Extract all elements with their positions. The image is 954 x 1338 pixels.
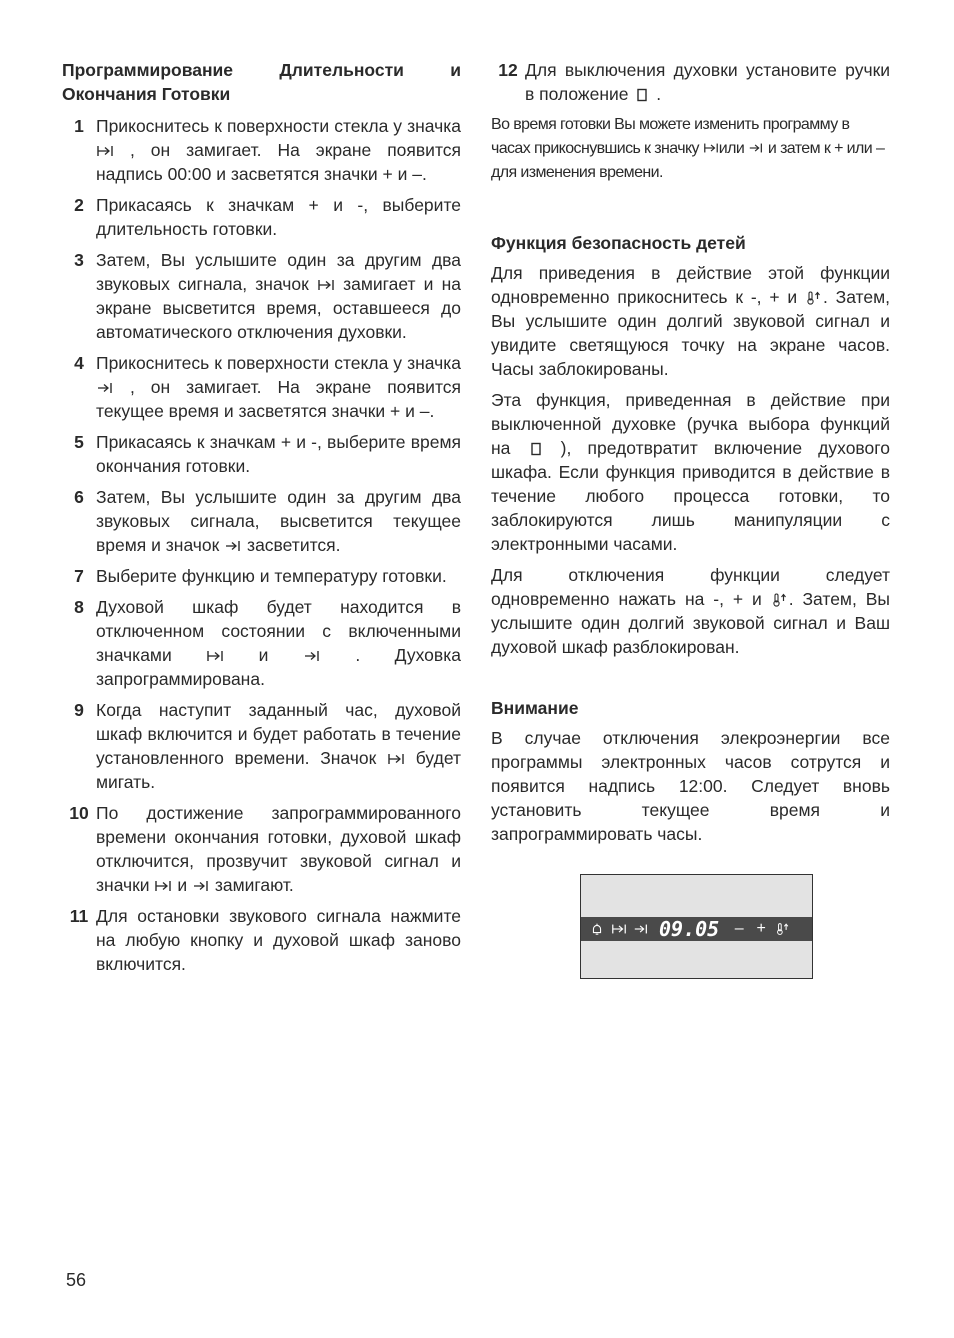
end-time-icon [224,539,242,553]
step-1 [62,114,461,186]
step-5 [62,430,461,478]
duration-icon [611,922,627,936]
child-lock-icon [775,922,791,936]
duration-icon [317,278,335,292]
duration-icon [206,649,224,663]
page-number: 56 [66,1270,87,1290]
right-column [491,58,890,853]
step-number: 4 [74,353,84,373]
step-7 [62,564,461,588]
step-10 [62,801,461,897]
duration-icon [387,752,405,766]
step-text: Духовой шкаф будет находится в отключенном состоянии с включенными значками и . Духовка запрограммирована. [96,597,461,689]
attention-text: В случае отключения элекроэнергии все программы электронных часов сотрутся и появится надпись 12:00. Следует вновь установить текущее время и запрограммировать часы. [491,728,890,844]
end-time-icon [192,879,210,893]
child-lock-paragraph-2: Эта функция, приведенная в действие при выключенной духовке (ручка выбора функций на ), предотвратит включение духового шкафа. Если функция приводится в действие в течение любого процесса готовки, то заблокируются лишь манипуляции с электронными часами. [491,390,890,554]
step-3 [62,248,461,344]
step-number: 3 [74,250,84,270]
duration-icon [96,144,114,158]
step-text: Прикасаясь к значкам + и -, выберите длительность готовки. [96,195,461,239]
child-lock-paragraph-1: Для приведения в действие этой функции одновременно прикоснитесь к -, + и . Затем, Вы услышите один долгий звуковой сигнал и увидите светящуюся точку на экране часов. Часы заблокированы. [491,263,890,379]
step-text: Для остановки звукового сигнала нажмите на любую кнопку и духовой шкаф заново включится. [96,906,461,974]
child-lock-icon [771,593,789,607]
step-number: 9 [74,700,84,720]
step-text: Прикасаясь к значкам + и -, выберите время окончания готовки. [96,432,461,476]
step-11 [62,904,461,976]
step-text: Затем, Вы услышите один за другим два звуковых сигнала, высветится текущее время и значок засветится. [96,487,461,555]
child-lock-title: Функция безопасность детей [491,233,746,253]
step-text: Прикоснитесь к поверхности стекла у значка , он замигает. На экране появится текущее время и засветятся значки + и –. [96,353,461,421]
step-9 [62,698,461,794]
end-time-icon [633,922,649,936]
step-text: Прикоснитесь к поверхности стекла у значка , он замигает. На экране появится надпись 00:00 и засветятся значки + и –. [96,116,461,184]
step-12 [491,58,890,106]
off-position-icon [527,442,545,456]
step-text: Затем, Вы услышите один за другим два звуковых сигнала, значок замигает и на экране высветится время, оставшееся до автоматического отключения духовки. [96,250,461,342]
minus-sign: – [734,920,744,937]
program-change-note: Во время готовки Вы можете изменить программу в часах прикоснувшись к значку или и затем к + или – для изменения времени. [491,116,885,181]
step-text: По достижение запрограммированного времени окончания готовки, духовой шкаф отключится, прозвучит звуковой сигнал и значки и замигают. [96,803,461,895]
attention-title: Внимание [491,698,579,718]
step-text: Выберите функцию и температуру готовки. [96,566,447,586]
clock-time-readout: 09.05 [659,917,720,941]
step-number: 2 [74,195,84,215]
step-2 [62,193,461,241]
off-position-icon [633,88,651,102]
end-time-icon [748,141,764,155]
left-column [62,58,461,983]
duration-icon [703,141,719,155]
child-lock-paragraph-3: Для отключения функции следует одновременно нажать на -, + и . Затем, Вы услышите один долгий звуковой сигнал и Ваш духовой шкаф разблокирован. [491,565,890,657]
step-text: Для выключения духовки установите ручки в положение . [525,60,890,104]
step-number: 1 [74,116,84,136]
step-number: 7 [74,566,84,586]
section-heading-programming-line2: Окончания Готовки [62,84,231,104]
clock-display-panel [580,874,813,979]
end-time-icon [96,381,114,395]
step-number: 12 [498,60,518,80]
step-text: Когда наступит заданный час, духовой шкаф включится и будет работать в течение установленного времени. Значок будет мигать. [96,700,461,792]
step-number: 8 [74,597,84,617]
step-number: 6 [74,487,84,507]
steps-list [62,114,461,976]
section-heading-programming: Программирование Длительности и [62,60,461,80]
end-time-icon [303,649,321,663]
step-number: 5 [74,432,84,452]
step-8 [62,595,461,691]
step-4 [62,351,461,423]
step-number: 11 [69,906,89,926]
step-6 [62,485,461,557]
duration-icon [154,879,172,893]
step-number: 10 [69,803,89,823]
plus-sign: + [756,920,766,937]
clock-display-strip [581,917,812,941]
child-lock-icon [805,291,823,305]
bell-icon [589,922,605,936]
